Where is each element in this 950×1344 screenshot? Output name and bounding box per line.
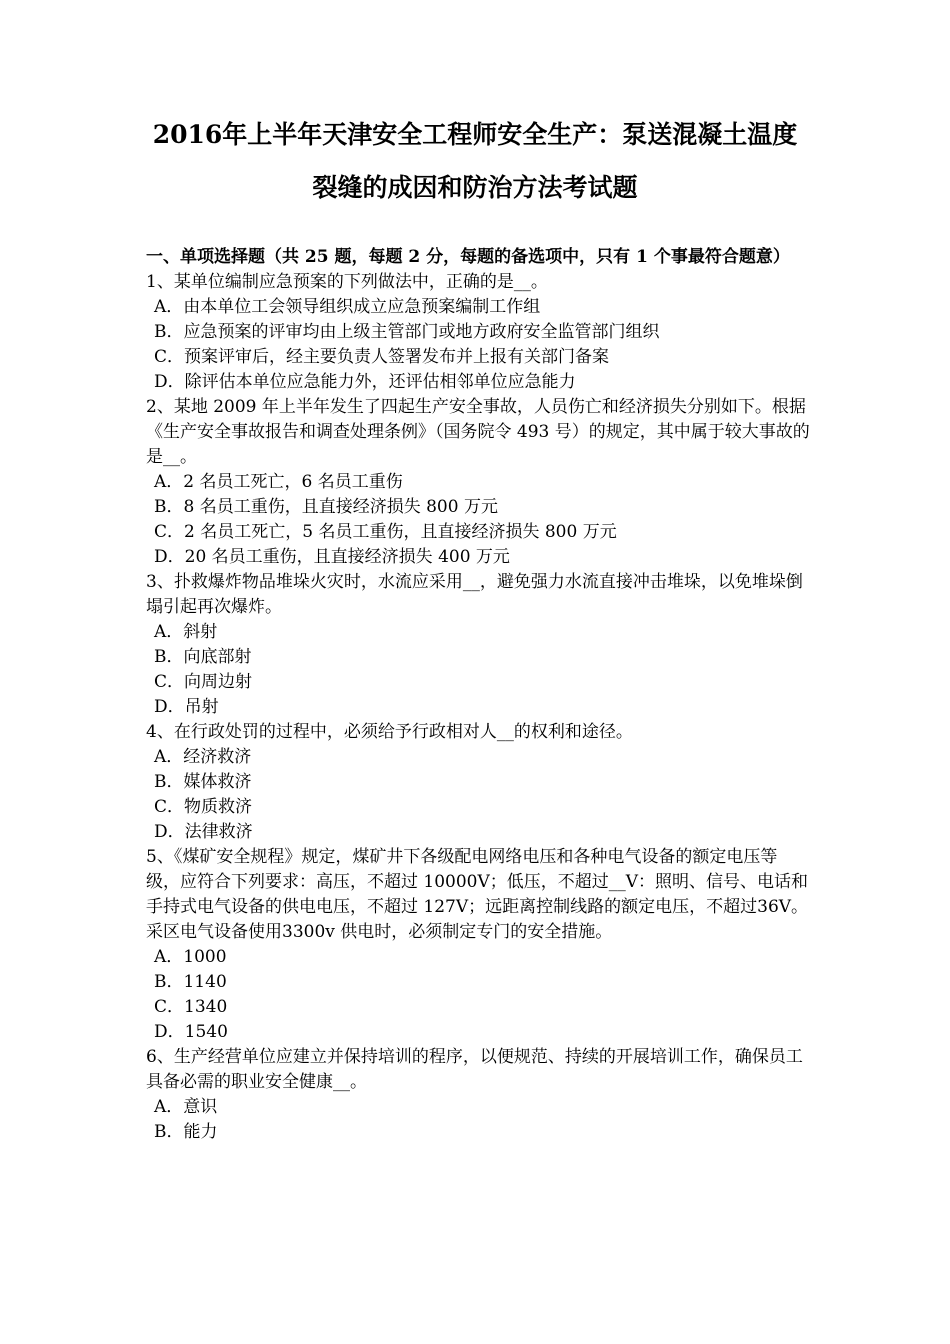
question-stem: 1、某单位编制应急预案的下列做法中，正确的是__。 [146, 272, 548, 292]
option-c: C．1340 [154, 997, 228, 1017]
question-6 [146, 1045, 811, 1145]
question-stem: 4、在行政处罚的过程中，必须给予行政相对人__的权利和途径。 [146, 722, 633, 742]
document-title-line-1: 2016年上半年天津安全工程师安全生产：泵送混凝土温度 [152, 120, 798, 149]
option-d: D．20 名员工重伤，且直接经济损失 400 万元 [154, 547, 510, 567]
option-a: A．意识 [154, 1097, 218, 1117]
question-3 [146, 570, 811, 720]
question-stem: 2、某地 2009 年上半年发生了四起生产安全事故，人员伤亡和经济损失分别如下。根据《生产安全事故报告和调查处理条例》（国务院令 493 号）的规定，其中属于较大事故的是__。 [146, 397, 810, 467]
option-b: B．8 名员工重伤，且直接经济损失 800 万元 [154, 497, 498, 517]
option-d: D．1540 [154, 1022, 228, 1042]
document-title-line-2: 裂缝的成因和防治方法考试题 [312, 173, 638, 202]
option-a: A．斜射 [154, 622, 218, 642]
option-b: B．能力 [154, 1122, 218, 1142]
option-b: B．媒体救济 [154, 772, 252, 792]
question-stem: 5、《煤矿安全规程》规定，煤矿井下各级配电网络电压和各种电气设备的额定电压等级，应符合下列要求：高压，不超过 10000V；低压，不超过__V：照明、信号、电话和手持式电气设备的供电电压，不超过 127V；远距离控制线路的额定电压，不超过36V。采区电气设备使用3300v 供电时，必须制定专门的安全措施。 [146, 847, 809, 942]
option-c: C．2 名员工死亡，5 名员工重伤，且直接经济损失 800 万元 [154, 522, 617, 542]
option-c: C．向周边射 [154, 672, 253, 692]
option-a: A．经济救济 [154, 747, 252, 767]
option-b: B．应急预案的评审均由上级主管部门或地方政府安全监管部门组织 [154, 322, 660, 342]
option-d: D．法律救济 [154, 822, 253, 842]
option-a: A．1000 [154, 947, 227, 967]
section-heading: 一、单项选择题（共 25 题，每题 2 分，每题的备选项中，只有 1 个事最符合题意） [146, 247, 790, 267]
option-c: C．物质救济 [154, 797, 253, 817]
option-b: B．1140 [154, 972, 227, 992]
option-a: A．由本单位工会领导组织成立应急预案编制工作组 [154, 297, 541, 317]
question-1 [146, 270, 811, 395]
question-2 [146, 395, 811, 570]
option-a: A．2 名员工死亡，6 名员工重伤 [154, 472, 403, 492]
option-d: D．除评估本单位应急能力外，还评估相邻单位应急能力 [154, 372, 576, 392]
option-b: B．向底部射 [154, 647, 252, 667]
document-body [146, 245, 811, 1145]
question-stem: 6、生产经营单位应建立并保持培训的程序，以便规范、持续的开展培训工作，确保员工具备必需的职业安全健康__。 [146, 1047, 803, 1092]
question-5 [146, 845, 811, 1045]
question-4 [146, 720, 811, 845]
option-d: D．吊射 [154, 697, 219, 717]
option-c: C．预案评审后，经主要负责人签署发布并上报有关部门备案 [154, 347, 610, 367]
question-stem: 3、扑救爆炸物品堆垛火灾时，水流应采用__，避免强力水流直接冲击堆垛，以免堆垛倒塌引起再次爆炸。 [146, 572, 803, 617]
